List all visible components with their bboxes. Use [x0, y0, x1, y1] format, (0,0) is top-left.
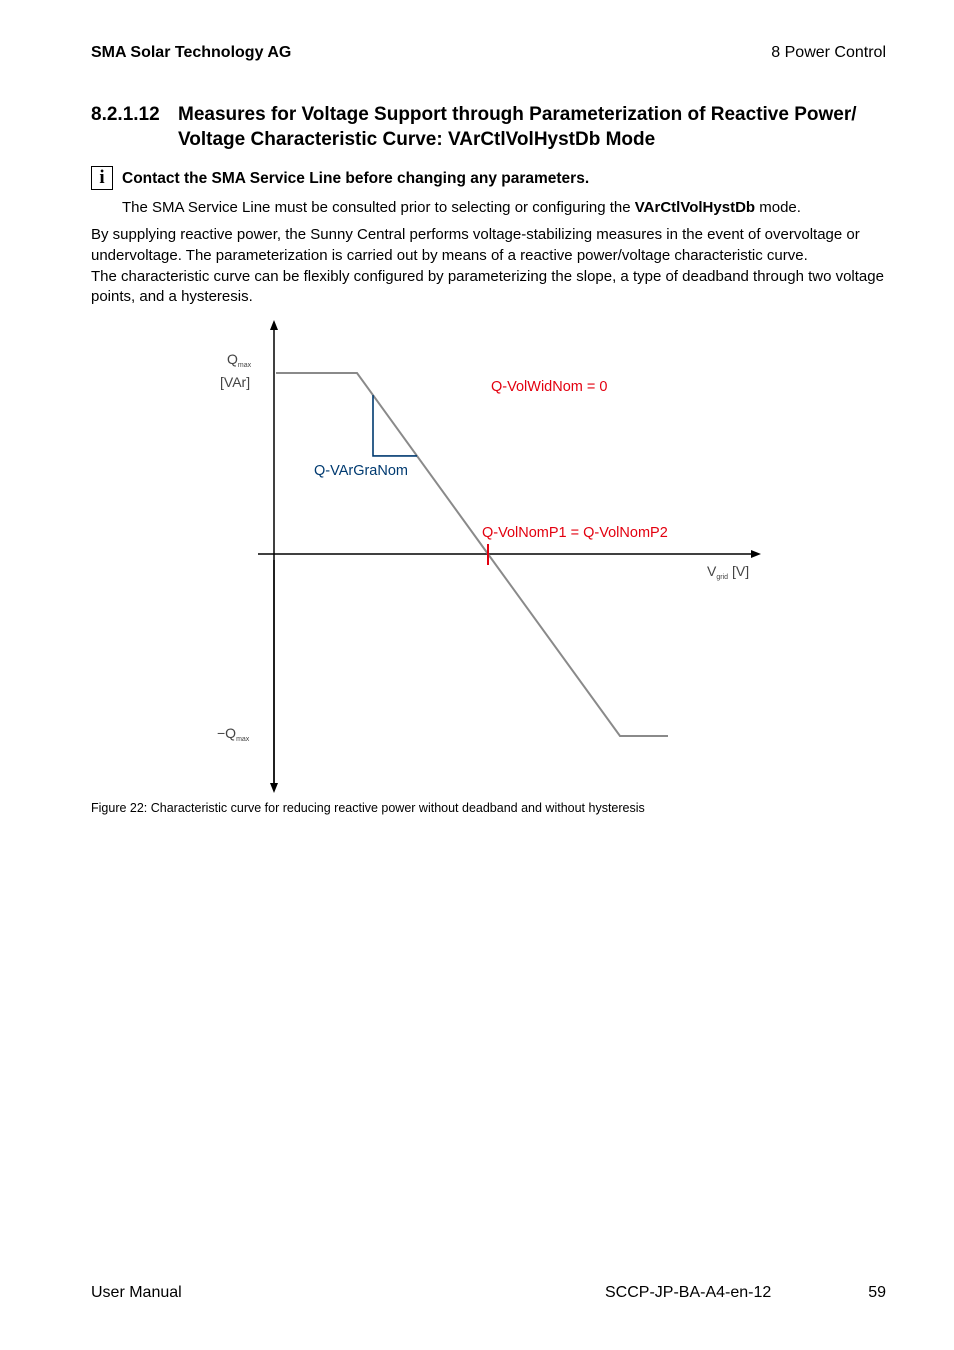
notice-text-after: mode.	[755, 199, 801, 216]
annotation-points: Q-VolNomP1 = Q-VolNomP2	[482, 525, 668, 541]
notice-title: Contact the SMA Service Line before changing any parameters.	[122, 170, 590, 187]
x-axis-label: $V_{grid}$ [V]	[707, 563, 750, 581]
body-paragraph-2: The characteristic curve can be flexibly configured by parameterizing the slope, a type of deadband through two voltage points, and a hysteresis.	[91, 267, 884, 306]
header-chapter: 8 Power Control	[771, 44, 886, 61]
footer-page-number: 59	[868, 1284, 886, 1301]
annotation-width: Q-VolWidNom = 0	[491, 379, 608, 395]
footer-manual-label: User Manual	[91, 1284, 182, 1301]
notice-text-bold: VArCtlVolHystDb	[634, 199, 756, 216]
notice-text-before: The SMA Service Line must be consulted prior to selecting or configuring the	[122, 199, 635, 216]
info-icon: i	[91, 166, 113, 190]
body-paragraph-1: By supplying reactive power, the Sunny Central performs voltage-stabilizing measures in the event of overvoltage or undervoltage. The parameterization is carried out by means of a reactive power/voltage characteristic curve.	[91, 226, 860, 264]
section-title-line2: Voltage Characteristic Curve: VArCtlVolHystDb Mode	[178, 129, 656, 150]
section-title-line1: Measures for Voltage Support through Parameterization of Reactive Power/	[178, 104, 857, 125]
header-company: SMA Solar Technology AG	[91, 44, 292, 61]
footer-doc-code: SCCP-JP-BA-A4-en-12	[605, 1284, 772, 1301]
y-bottom-label: $-Q_{max}$	[217, 725, 250, 743]
figure-caption: Figure 22: Characteristic curve for reducing reactive power without deadband and without hysteresis	[91, 801, 645, 815]
y-top-label: $Q_{max}$	[227, 351, 252, 369]
annotation-gradient: Q-VArGraNom	[314, 463, 408, 479]
y-top-unit: [VAr]	[220, 374, 251, 390]
section-number: 8.2.1.12	[91, 104, 160, 125]
